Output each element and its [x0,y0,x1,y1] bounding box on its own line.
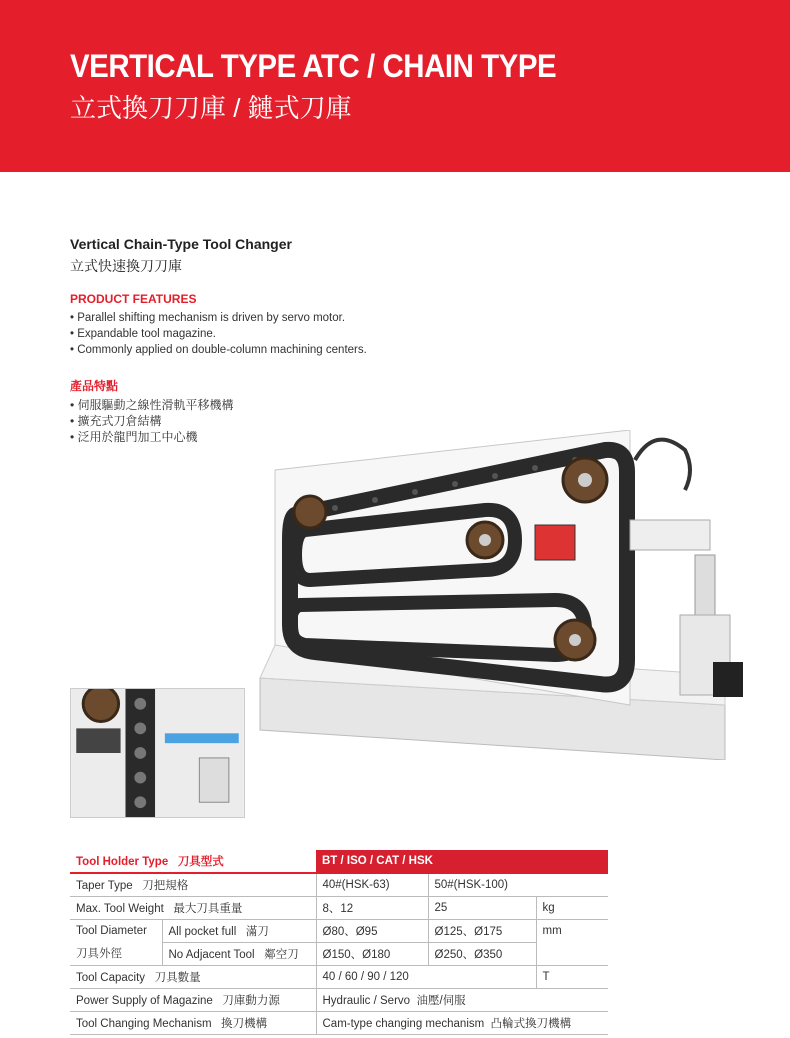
tool-changer-photo [255,430,760,760]
cell-value: Hydraulic / Servo [322,994,411,1007]
row-label-zh: 最大刀具重量 [173,902,243,915]
header-label-cell [70,850,316,873]
cell-value: Ø125、Ø175 [428,919,536,942]
feature-item: • Expandable tool magazine. [70,326,367,342]
row-label: Tool Changing Mechanism [76,1017,212,1030]
table-row [70,873,608,896]
cell-value: 40#(HSK-63) [316,873,428,896]
table-row [70,896,608,919]
header-label: Tool Holder Type [76,856,169,868]
row-label: Tool Diameter [76,924,147,937]
page-title: VERTICAL TYPE ATC / CHAIN TYPE [70,48,557,84]
cell-unit: mm [536,919,608,942]
row-sublabel: No Adjacent Tool [168,948,255,961]
table-row [70,965,608,988]
spec-table [70,850,608,1035]
cell-value: 40 / 60 / 90 / 120 [316,965,536,988]
cell-value-zh: 凸輪式換刀機構 [490,1017,572,1030]
feature-item: • Commonly applied on double-column machining centers. [70,342,367,358]
row-label-zh: 刀具數量 [154,971,201,984]
table-header-row [70,850,608,873]
feature-zh-item: • 伺服驅動之線性滑軌平移機構 [70,397,234,413]
row-label: Taper Type [76,879,133,892]
header-banner [0,0,790,172]
cell-value: Ø250、Ø350 [428,942,536,965]
row-sublabel-zh: 滿刀 [245,925,269,938]
row-label-zh: 換刀機構 [221,1017,268,1030]
row-label-zh: 刀具外徑 [70,942,162,965]
table-row [70,942,608,965]
feature-zh-item: • 擴充式刀倉結構 [70,413,234,429]
cell-value: Cam-type changing mechanism [322,1017,485,1030]
row-label-zh: 刀把規格 [142,879,189,892]
feature-item: • Parallel shifting mechanism is driven by servo motor. [70,310,367,326]
features-list [70,310,367,358]
header-value: BT / ISO / CAT / HSK [316,850,608,873]
section-title-zh: 立式快速換刀刀庫 [70,258,182,274]
tool-changer-detail-photo [70,688,245,818]
table-row [70,919,608,942]
cell-value: 50#(HSK-100) [428,873,608,896]
features-zh-heading: 產品特點 [70,379,119,393]
row-sublabel: All pocket full [168,925,237,938]
features-zh-list [70,397,234,445]
row-label: Tool Capacity [76,971,146,984]
cell-value: Ø150、Ø180 [316,942,428,965]
features-heading: PRODUCT FEATURES [70,292,197,306]
feature-zh-item: • 泛用於龍門加工中心機 [70,429,234,445]
row-label: Max. Tool Weight [76,902,164,915]
row-label: Power Supply of Magazine [76,994,213,1007]
table-row [70,988,608,1011]
cell-value: 25 [428,896,536,919]
cell-value: Ø80、Ø95 [316,919,428,942]
section-title: Vertical Chain-Type Tool Changer [70,236,292,252]
cell-value-zh: 油壓/伺服 [416,994,466,1007]
row-sublabel-zh: 鄰空刀 [264,948,299,961]
cell-unit: kg [536,896,608,919]
cell-value: 8、12 [316,896,428,919]
page-title-zh: 立式換刀刀庫 / 鏈式刀庫 [70,93,352,123]
cell-unit: T [536,965,608,988]
header-label-zh: 刀具型式 [177,856,224,868]
row-label-zh: 刀庫動力源 [222,994,280,1007]
table-row [70,1011,608,1034]
